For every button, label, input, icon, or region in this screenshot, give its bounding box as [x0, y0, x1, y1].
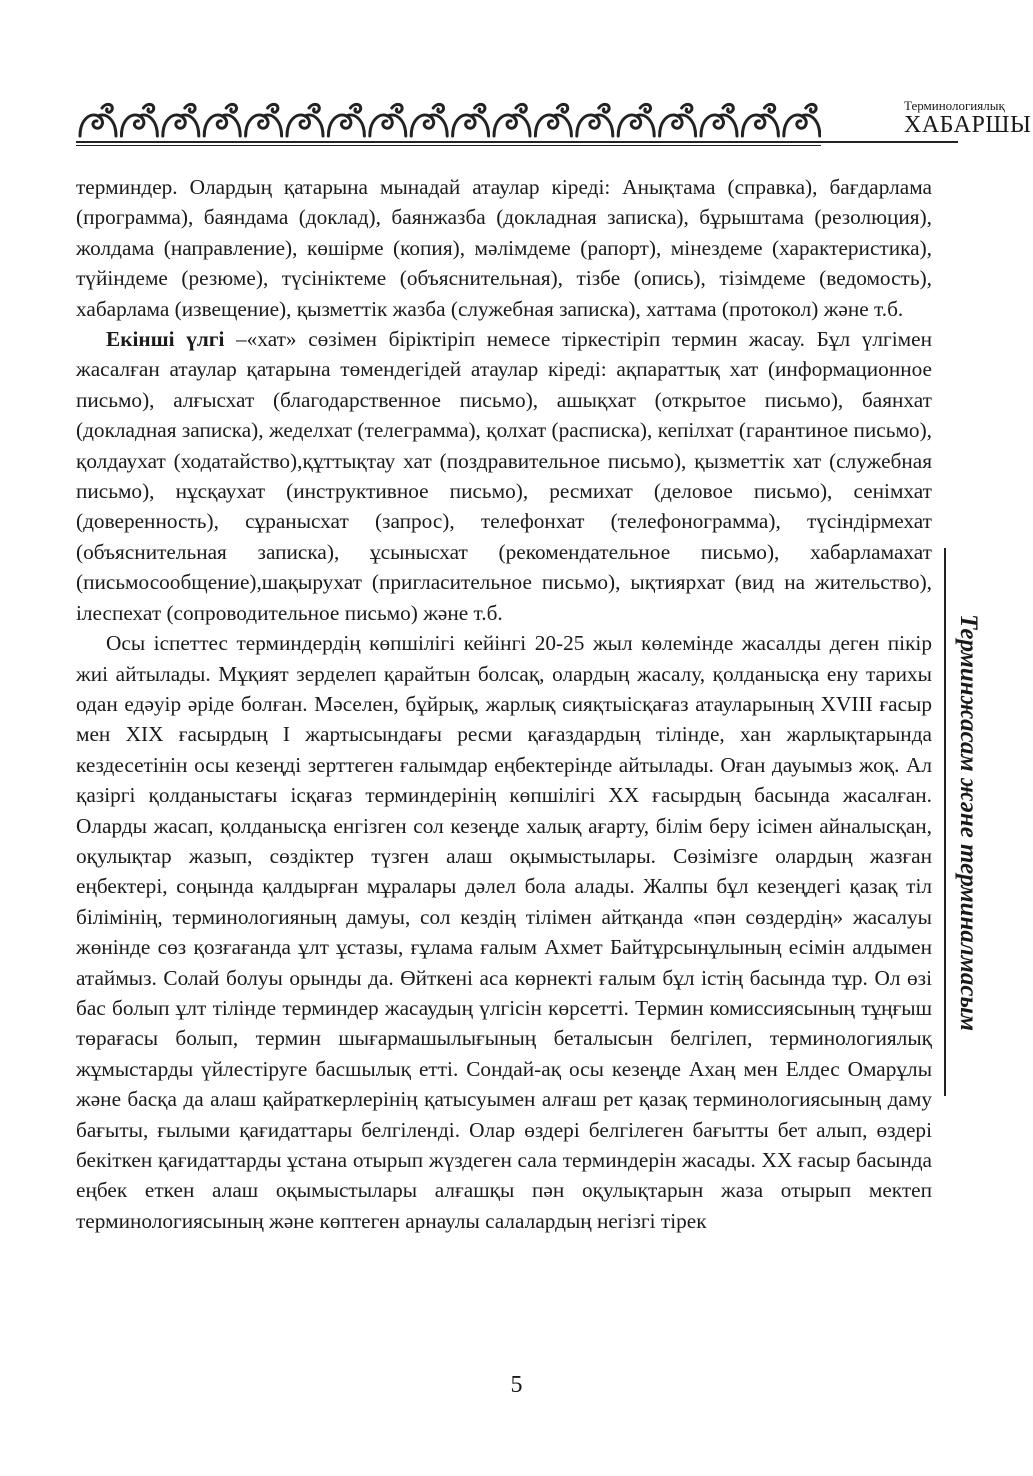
journal-name-small: Терминологиялық [904, 98, 1005, 113]
side-label-text: Терминжасам және терминалмасым [955, 613, 982, 1031]
page-header [76, 92, 1032, 150]
page-number: 5 [510, 1372, 523, 1398]
paragraph-text: –«хат» сөзімен біріктіріп немесе тіркестіріп термин жасау. Бұл үлгімен жасалған атаулар қатарына төмендегідей атаулар кіреді: ақпараттық хат (информационное письмо), алғысхат (благодарственное письмо), ашықхат (открытое письмо), баянхат (докладная записка), жеделхат (телеграмма), қолхат (расписка), кепілхат (гарантиное письмо), қолдаухат (ходатайство),құттықтау хат (поздравительное письмо), қызметтік хат (служебная письмо), нұсқаухат (инструктивное письмо), ресмихат (деловое письмо), сенімхат (доверенность), сұранысхат (запрос), телефонхат (телефонограмма), түсіндірмехат (объяснительная записка), ұсынысхат (рекомендательное письмо), хабарламахат (письмосообщение),шақырухат (пригласительное письмо), ықтиярхат (вид на жительство), ілеспехат (сопроводительное письмо) және т.б. [76, 327, 932, 625]
header-rule [76, 141, 958, 143]
paragraph-3 [76, 628, 932, 1236]
section-side-label [944, 548, 982, 1096]
paragraph-bold-lead: Екінші үлгі [106, 327, 225, 352]
ornament-border-icon [76, 100, 821, 140]
journal-name-large: ХАБАРШЫ [904, 112, 1032, 138]
article-body [76, 172, 932, 1236]
paragraph-text: терминдер. Олардың қатарына мынадай атаулар кіреді: Анықтама (справка), бағдарлама (программа), баяндама (доклад), баянжазба (докладная записка), бұрыштама (резолюция), жолдама (направление), көшірме (копия), мәлімдеме (рапорт), мінездеме (характеристика), түйіндеме (резюме), түсініктеме (объяснительная), тізбе (опись), тізімдеме (ведомость), хабарлама (извещение), қызметтік жазба (служебная записка), хаттама (протокол) және т.б. [76, 175, 932, 321]
paragraph-2 [76, 324, 932, 628]
paragraph-text: Осы іспеттес терминдердің көпшілігі кейінгі 20-25 жыл көлемінде жасалды деген пікір жиі айтылады. Мұқият зерделеп қарайтын болсақ, олардың жасалу, қолданысқа ену тарихы одан едәуір әріде болған. Мәселен, бұйрық, жарлық сияқтыісқағаз атауларының XVIII ғасыр мен XIX ғасырдың I жартысындағы ресми қағаздардың тілінде, хан жарлықтарында кездесетінін осы кезеңді зерттеген ғалымдар еңбектерінде айтылады. Оған дауымыз жоқ. Ал қазіргі қолданыстағы ісқағаз терминдерінің көпшілігі XX ғасырдың басында жасалған. Оларды жасап, қолданысқа енгізген сол кезеңде халық ағарту, білім беру ісімен айналысқан, оқулықтар жазып, сөздіктер түзген алаш оқымыстылары. Сөзімізге олардың жазған еңбектері, соңында қалдырған мұралары дәлел бола алады. Жалпы бұл кезеңдегі қазақ тіл білімінің, терминологияның дамуы, сол кездің тілімен айтқанда «пән сөздердің» жасалуы жөнінде сөз қозғағанда ұлт ұстазы, ғұлама ғалым Ахмет Байтұрсынұлының есімін алдымен атаймыз. Солай болуы орынды да. Өйткені аса көрнекті ғалым бұл істің басында тұр. Ол өзі бас болып ұлт тілінде терминдер жасаудың үлгісін көрсетті. Термин комиссиясының тұңғыш төрағасы болып, термин шығармашылығының беталысын белгілеп, терминологиялық жұмыстарды үйлестіруге басшылық етті. Сондай-ақ осы кезеңде Ахаң мен Елдес Омарұлы және басқа да алаш қайраткерлерінің қатысуымен алғаш рет қазақ терминологиясының даму бағыты, ғылыми қағидаттары белгіленді. Олар өздері белгілеген бағытты бет алып, өздері бекіткен қағидаттарды ұстана отырып жүздеген сала терминдерін жасады. XX ғасыр басында еңбек еткен алаш оқымыстылары алғашқы пән оқулықтарын жаза отырып мектеп терминологиясының және көптеген арнаулы салалардың негізгі тірек [76, 631, 932, 1233]
side-rule [944, 548, 946, 1096]
header-rule-thin [76, 145, 821, 146]
paragraph-1 [76, 172, 932, 324]
